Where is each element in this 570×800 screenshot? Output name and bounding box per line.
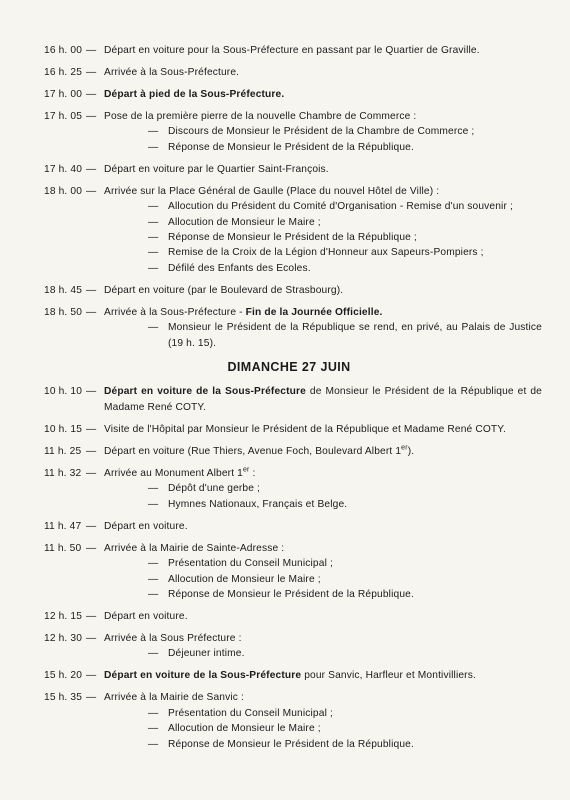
entry-time: 18 h. 45 [44,284,83,296]
sub-item [148,721,542,736]
schedule-saturday [44,43,542,351]
entry-content [104,87,542,102]
entry-content [104,519,542,534]
sub-item-text: Défilé des Enfants des Ecoles. [168,262,311,274]
sub-item-text: Déjeuner intime. [168,648,245,660]
sub-item-list [104,646,542,661]
entry-plain-text: Arrivée à la Sous-Préfecture - [104,306,246,318]
entry-dash: — [86,670,97,682]
entry-dash: — [86,423,97,435]
entry-text [104,631,542,646]
schedule-entry [44,109,542,155]
entry-time: 11 h. 25 [44,445,82,457]
sub-item [148,556,542,571]
entry-time: 18 h. 50 [44,306,83,318]
sub-item-dash: — [148,232,159,244]
sub-item-dash: — [148,707,159,719]
entry-plain-text: Départ en voiture. [104,610,188,622]
sub-item-text: Allocution de Monsieur le Maire ; [168,216,321,228]
entry-dash: — [86,89,97,100]
entry-time: 15 h. 20 [44,670,83,682]
entry-bold-text: Départ en voiture de la Sous-Préfecture [104,386,306,398]
schedule-entry [44,65,542,80]
sub-item [148,245,542,260]
entry-text [104,87,542,102]
entry-content [104,609,542,624]
entry-plain-text: Départ en voiture. [104,520,188,532]
entry-text [104,162,542,177]
entry-time: 17 h. 05 [44,111,83,122]
entry-dash: — [86,467,97,479]
entry-content [104,541,542,603]
entry-bold-text: Fin de la Journée Officielle. [245,306,383,318]
entry-text [104,65,542,80]
schedule-entry [44,87,542,102]
entry-plain-text: Départ en voiture par le Quartier Saint-François. [104,163,329,175]
sub-item-text: Hymnes Nationaux, Français et Belge. [168,498,348,510]
schedule-entry [44,305,542,351]
entry-plain-text: Arrivée à la Mairie de Sainte-Adresse : [104,542,285,554]
entry-text [104,466,542,481]
entry-time: 17 h. 40 [44,163,83,175]
entry-dash: — [86,306,97,318]
sub-item-dash: — [148,216,159,228]
entry-content [104,283,542,298]
schedule-entry [44,283,542,298]
entry-content [104,422,542,437]
entry-dash: — [86,163,97,175]
entry-dash: — [86,445,97,457]
sub-item-dash: — [148,201,159,213]
entry-time: 15 h. 35 [44,692,83,704]
entry-dash: — [86,632,97,644]
sub-item-text: Réponse de Monsieur le Président de la République. [168,738,414,750]
sub-item-list [104,556,542,602]
entry-text [104,444,542,459]
entry-bold-text: Départ en voiture de la Sous-Préfecture [104,670,302,682]
schedule-entry [44,466,542,512]
entry-text [104,305,542,320]
entry-dash: — [86,185,97,197]
sub-item [148,587,542,602]
sub-item-text: Réponse de Monsieur le Président de la République. [168,588,414,600]
entry-plain-text: Arrivée à la Sous-Préfecture. [104,67,240,78]
sub-item-dash: — [148,498,159,510]
entry-dash: — [86,67,97,78]
entry-text [104,690,542,705]
sub-item [148,481,542,496]
sub-item-text: Présentation du Conseil Municipal ; [168,707,333,719]
entry-time: 11 h. 32 [44,467,82,479]
sub-item-dash: — [148,648,159,660]
sub-item-text: Remise de la Croix de la Légion d'Honneur aux Sapeurs-Pompiers ; [168,247,484,259]
sub-item [148,737,542,752]
sub-item-list [104,320,542,351]
entry-content [104,384,542,415]
sub-item [148,497,542,512]
schedule-entry [44,43,542,58]
sub-item-dash: — [148,262,159,274]
entry-dash: — [86,386,97,398]
sub-item [148,320,542,351]
entry-dash: — [86,610,97,622]
entry-text [104,422,542,437]
entry-plain-text: Visite de l'Hôpital par Monsieur le Président de la République et Madame René COTY. [104,423,506,435]
sub-item-dash: — [148,126,159,138]
entry-rest-text: pour Sanvic, Harfleur et Montivilliers. [301,670,476,682]
sub-item-list [104,199,542,276]
entry-time: 11 h. 47 [44,520,82,532]
schedule-entry [44,668,542,683]
entry-content [104,184,542,276]
sub-item [148,124,542,139]
sub-item-dash: — [148,558,159,570]
sub-item [148,261,542,276]
entry-dash: — [86,45,97,56]
entry-time: 16 h. 25 [44,67,83,78]
sub-item [148,706,542,721]
entry-time: 10 h. 10 [44,386,83,398]
sub-item [148,215,542,230]
entry-text [104,184,542,199]
entry-time: 18 h. 00 [44,185,83,197]
entry-text [104,283,542,298]
entry-content [104,444,542,459]
schedule-entry [44,631,542,662]
sub-item [148,199,542,214]
entry-text [104,609,542,624]
entry-content [104,162,542,177]
entry-bold-text: Départ à pied de la Sous-Préfecture. [104,89,285,100]
entry-text [104,384,542,415]
entry-time: 17 h. 00 [44,89,83,100]
entry-plain-text: Départ en voiture pour la Sous-Préfecture en passant par le Quartier de Graville. [104,45,480,56]
sub-item-list [104,124,542,155]
entry-dash: — [86,542,97,554]
sub-item-dash: — [148,247,159,259]
sub-item-dash: — [148,738,159,750]
entry-time: 12 h. 15 [44,610,83,622]
entry-content [104,690,542,752]
schedule-entry [44,384,542,415]
schedule-entry [44,519,542,534]
sub-item-text: Discours de Monsieur le Président de la Chambre de Commerce ; [168,126,475,138]
sub-item [148,646,542,661]
entry-text [104,541,542,556]
sub-item-list [104,481,542,512]
entry-plain-text: Départ en voiture (par le Boulevard de Strasbourg). [104,284,344,296]
entry-dash: — [86,111,97,122]
entry-time: 11 h. 50 [44,542,82,554]
entry-plain-text: Arrivée à la Mairie de Sanvic : [104,692,244,704]
entry-content [104,109,542,155]
schedule-entry [44,444,542,459]
entry-time: 12 h. 30 [44,632,83,644]
sub-item-text: Dépôt d'une gerbe ; [168,483,261,495]
entry-plain-text: Départ en voiture (Rue Thiers, Avenue Foch, Boulevard Albert 1er). [104,444,415,457]
sub-item-list [104,706,542,752]
sub-item-text: Monsieur le Président de la République se rend, en privé, au Palais de Justice (19 h. 15). [168,322,542,349]
schedule-entry [44,422,542,437]
sub-item-text: Allocution du Président du Comité d'Organisation - Remise d'un souvenir ; [168,201,513,213]
entry-plain-text: Pose de la première pierre de la nouvelle Chambre de Commerce : [104,111,417,122]
sub-item-dash: — [148,573,159,585]
sub-item-dash: — [148,588,159,600]
entry-time: 16 h. 00 [44,45,83,56]
day-heading: DIMANCHE 27 JUIN [227,360,351,375]
entry-plain-text: Arrivée à la Sous Préfecture : [104,632,242,644]
schedule-entry [44,162,542,177]
entry-plain-text: Arrivée sur la Place Général de Gaulle (Place du nouvel Hôtel de Ville) : [104,185,440,197]
sub-item-text: Réponse de Monsieur le Président de la République. [168,141,414,153]
sub-item-text: Présentation du Conseil Municipal ; [168,558,333,570]
schedule-entry [44,541,542,603]
entry-text [104,43,542,58]
sub-item-text: Allocution de Monsieur le Maire ; [168,723,321,735]
entry-content [104,305,542,351]
sub-item-dash: — [148,141,159,153]
sub-item-dash: — [148,483,159,495]
sub-item [148,230,542,245]
entry-time: 10 h. 15 [44,423,83,435]
schedule-sunday [44,384,542,751]
entry-content [104,43,542,58]
sub-item-dash: — [148,723,159,735]
entry-content [104,65,542,80]
schedule-entry [44,184,542,276]
sub-item [148,572,542,587]
sub-item-text: Réponse de Monsieur le Président de la République ; [168,232,417,244]
entry-dash: — [86,284,97,296]
entry-content [104,631,542,662]
entry-text [104,109,542,124]
entry-content [104,668,542,683]
entry-plain-text: Arrivée au Monument Albert 1er : [104,466,256,479]
entry-rest-text: de Monsieur le Président de la République et de Madame René COTY. [104,386,542,413]
sub-item-text: Allocution de Monsieur le Maire ; [168,573,321,585]
sub-item [148,140,542,155]
entry-dash: — [86,692,97,704]
sub-item-dash: — [148,322,159,334]
schedule-entry [44,609,542,624]
entry-content [104,466,542,512]
schedule-entry [44,690,542,752]
entry-dash: — [86,520,97,532]
entry-text [104,519,542,534]
entry-text [104,668,542,683]
